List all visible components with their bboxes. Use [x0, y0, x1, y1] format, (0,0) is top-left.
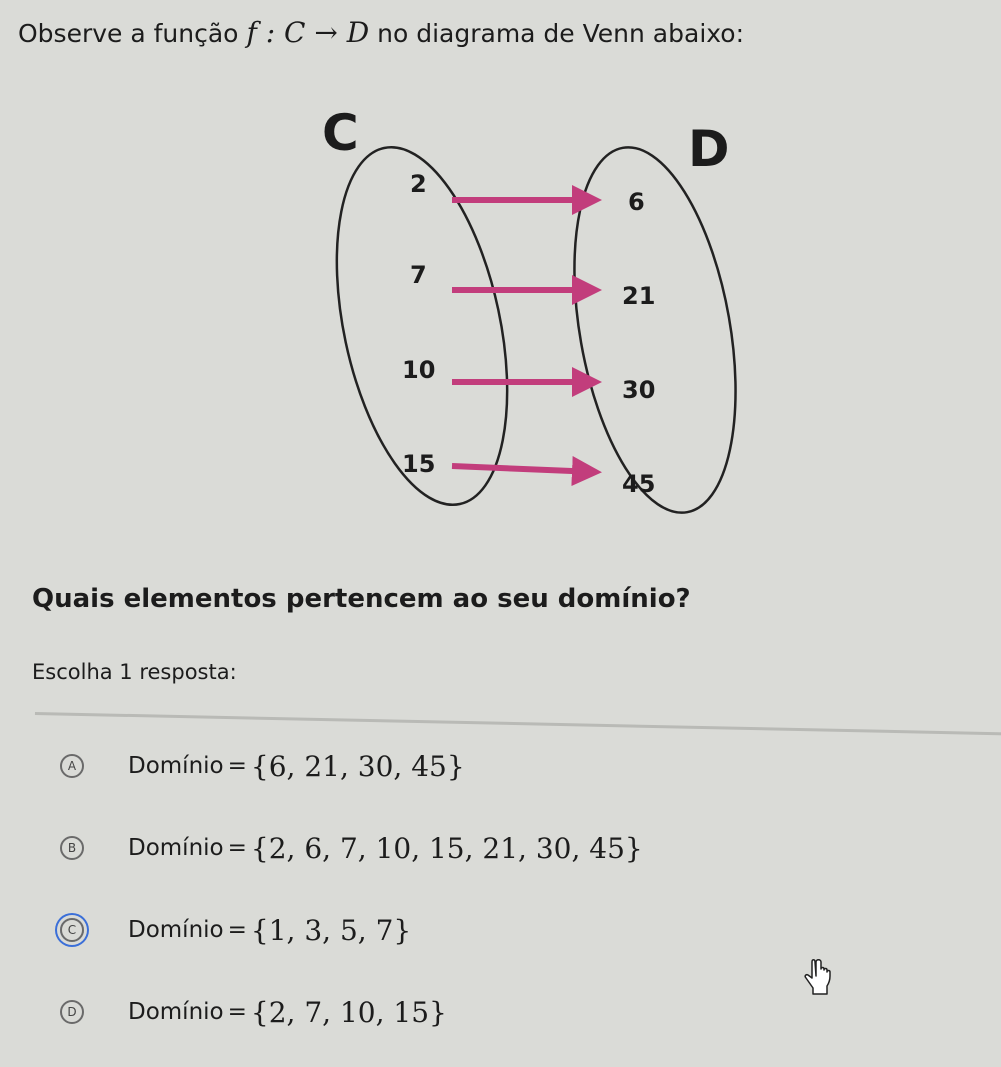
hand-cursor-icon [800, 958, 834, 998]
option-set: {6, 21, 30, 45} [250, 749, 465, 783]
domain-element: 2 [410, 170, 427, 198]
option-equals: = [227, 999, 247, 1025]
option-label: Domínio [128, 999, 224, 1025]
option-set: {1, 3, 5, 7} [250, 913, 412, 947]
divider [35, 712, 1001, 735]
option-c[interactable] [60, 904, 411, 956]
intro-prefix: Observe a função [18, 19, 239, 48]
radio-d[interactable]: D [60, 1000, 84, 1024]
option-equals: = [227, 917, 247, 943]
domain-element: 7 [410, 261, 427, 289]
radio-b[interactable]: B [60, 836, 84, 860]
set-d-label: D [688, 120, 730, 178]
option-set: {2, 7, 10, 15} [250, 995, 447, 1029]
option-label: Domínio [128, 835, 224, 861]
mapping-arrow [452, 466, 596, 472]
option-d[interactable] [60, 986, 447, 1038]
radio-a[interactable]: A [60, 754, 84, 778]
domain-element: 15 [402, 450, 436, 478]
option-equals: = [227, 835, 247, 861]
option-equals: = [227, 753, 247, 779]
option-set: {2, 6, 7, 10, 15, 21, 30, 45} [250, 831, 643, 865]
question-text: Quais elementos pertencem ao seu domínio? [32, 584, 691, 614]
option-label: Domínio [128, 917, 224, 943]
option-label: Domínio [128, 753, 224, 779]
domain-element: 10 [402, 356, 436, 384]
function-notation: f : C → D [246, 16, 370, 49]
instruction-text: Escolha 1 resposta: [32, 660, 237, 684]
codomain-element: 21 [622, 282, 656, 310]
codomain-element: 30 [622, 376, 656, 404]
option-b[interactable] [60, 822, 643, 874]
radio-c[interactable]: C [60, 918, 84, 942]
codomain-element: 45 [622, 470, 656, 498]
codomain-element: 6 [628, 188, 645, 216]
set-d-ellipse [549, 135, 761, 525]
option-a[interactable] [60, 740, 465, 792]
set-c-label: C [322, 104, 359, 162]
intro-suffix: no diagrama de Venn abaixo: [377, 19, 745, 48]
